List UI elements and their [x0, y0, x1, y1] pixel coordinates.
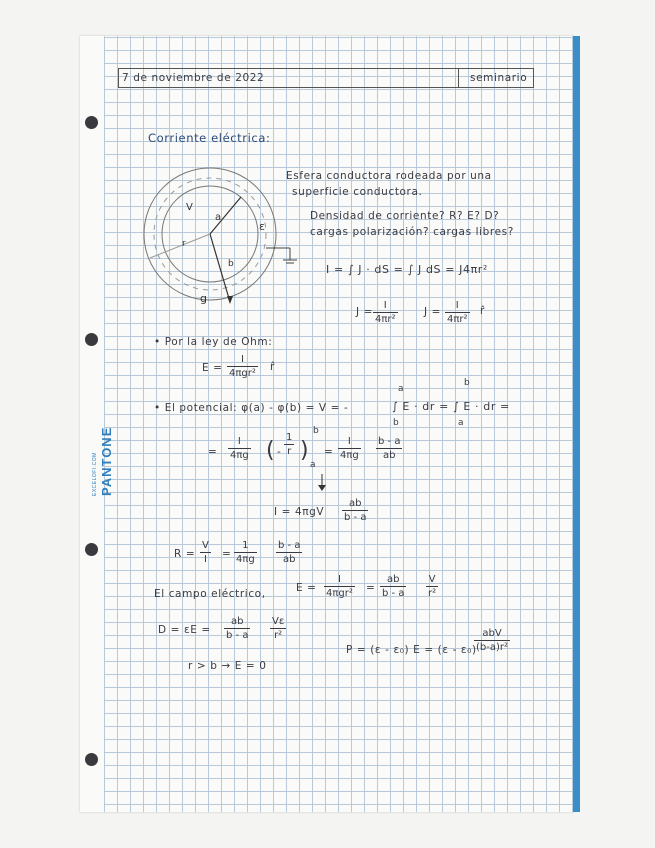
resistance-frac2: 1 4πg [236, 540, 255, 565]
outside-condition: r > b → E = 0 [188, 660, 267, 672]
current-integral: I = ∫ J · dS = ∫ J dS = J4πr² [326, 263, 488, 276]
J-fraction [373, 300, 398, 325]
potential-frac2: I 4πg [340, 436, 359, 461]
header-section: seminario [470, 72, 528, 84]
resistance-frac3: b - a ab [278, 540, 301, 565]
ohm-den: 4πgr² [229, 368, 256, 379]
resistance-frac1: V I [202, 540, 209, 565]
page-margin [80, 36, 104, 812]
header-divider [458, 68, 459, 88]
brand-url: EXCELOFI.COM [92, 452, 98, 496]
label-epsilon: ε [259, 220, 265, 233]
potential-eq2: = [324, 446, 334, 458]
field-frac3: V r² [428, 574, 437, 599]
label-a: a [215, 212, 222, 223]
resistance-eq: = [222, 548, 232, 560]
sphere-diagram [138, 162, 298, 312]
label-V: V [186, 202, 193, 213]
header-date: 7 de noviembre de 2022 [122, 72, 265, 84]
polarization-fraction: abV (b-a)r² [476, 628, 509, 653]
J-lhs: J = [356, 306, 374, 318]
label-g: g [200, 292, 207, 305]
notebook-page [80, 36, 574, 812]
potential-frac1: I 4πg [230, 436, 249, 461]
label-b: b [228, 259, 234, 269]
intro-questions-1: Densidad de corriente? R? E? D? [310, 210, 500, 222]
radius-r-line [150, 234, 210, 258]
brand-logo [92, 427, 116, 496]
potential-sub-a: a [310, 460, 317, 470]
J-num: I [383, 300, 387, 311]
field-lhs: E = [296, 582, 317, 594]
resistance-lhs: R = [174, 548, 196, 560]
J-unit-vector: r̂ [480, 305, 485, 317]
potential-minus: - [277, 446, 282, 458]
J-den: 4πr² [375, 314, 396, 325]
displacement-frac1: ab b - a [226, 616, 249, 641]
intro-questions-2: cargas polarización? cargas libres? [310, 226, 514, 238]
binder-hole [85, 543, 98, 556]
label-r: r [182, 239, 186, 249]
intro-line-2: superficie conductora. [292, 186, 423, 198]
field-frac1: I 4πgr² [326, 574, 353, 599]
J-vector-lhs: J = [424, 306, 442, 318]
potential-label: • El potencial: φ(a) - φ(b) = V = - [154, 402, 349, 414]
blue-edge-strip [573, 36, 580, 812]
ohm-num: I [240, 354, 244, 365]
potential-line2-eq: = [208, 446, 218, 458]
brand-name: PANTONE [99, 426, 114, 496]
binder-hole [85, 753, 98, 766]
potential-lower-2: a [458, 418, 465, 428]
radius-b-arrowhead [227, 296, 233, 304]
displacement-lhs: D = εE = [158, 624, 211, 636]
paren-right: ) [300, 438, 310, 463]
binder-hole [85, 333, 98, 346]
polarization-lhs: P = (ε - ε₀) E = (ε - ε₀) [346, 644, 477, 656]
binder-hole [85, 116, 98, 129]
page-title: Corriente eléctrica: [148, 131, 271, 145]
field-label: El campo eléctrico, [154, 588, 266, 600]
paren-left: ( [266, 438, 276, 463]
down-arrow [317, 474, 327, 492]
J-vector-den: 4πr² [447, 314, 468, 325]
potential-upper-2: b [464, 378, 471, 388]
potential-frac3: b - a ab [378, 436, 401, 461]
J-vector-fraction [445, 300, 470, 325]
potential-sup-b: b [313, 426, 320, 436]
intro-line-1: Esfera conductora rodeada por una [286, 170, 492, 182]
ohm-label: • Por la ley de Ohm: [154, 336, 273, 348]
J-vector-num: I [455, 300, 459, 311]
field-frac2: ab b - a [382, 574, 405, 599]
potential-lower-1: b [393, 418, 400, 428]
ohm-lhs: E = [202, 362, 223, 374]
potential-upper-1: a [398, 384, 405, 394]
field-eq: = [366, 582, 376, 594]
displacement-frac2: Vε r² [272, 616, 285, 641]
radius-b-line [210, 234, 230, 302]
ohm-unit-vector: r̂ [270, 361, 275, 373]
result-I-fraction: ab b - a [344, 498, 367, 523]
ohm-fraction [227, 354, 258, 379]
potential-inner-frac: 1 r [286, 432, 293, 457]
potential-integrals: ∫ E · dr = ∫ E · dr = [392, 400, 510, 413]
result-I-lhs: I = 4πgV [274, 506, 325, 518]
